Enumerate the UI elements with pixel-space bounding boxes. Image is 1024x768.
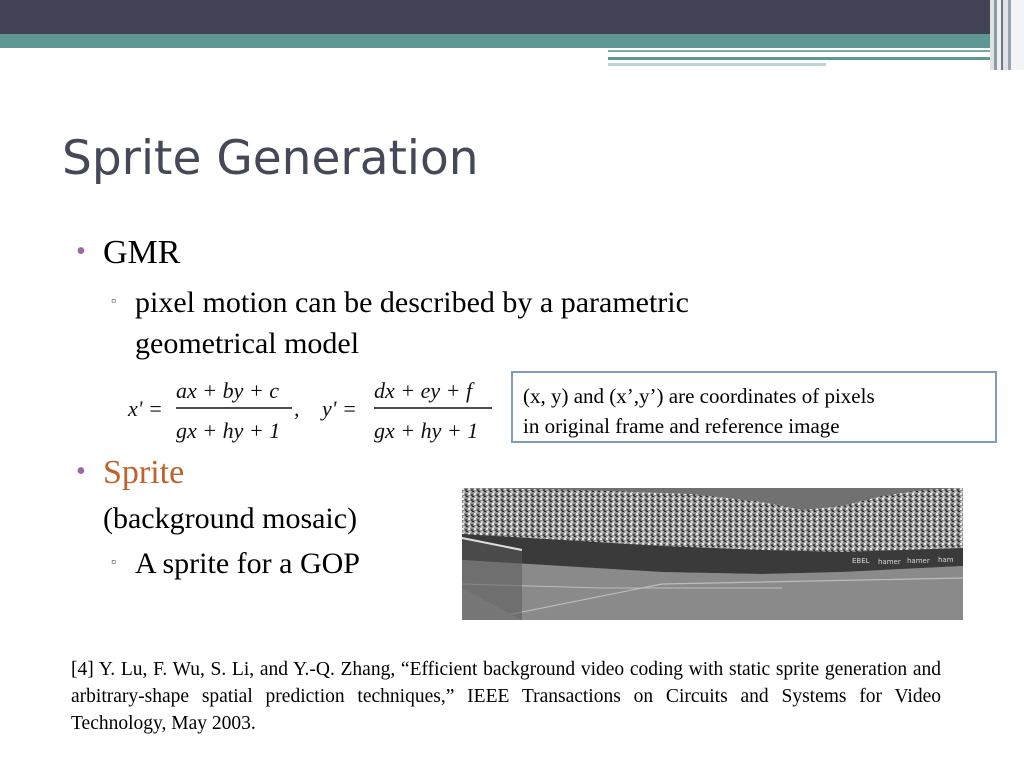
header-bar: [0, 0, 1024, 34]
callout-line-2: in original frame and reference image: [523, 414, 840, 438]
bullet-sprite-line-2: (background mosaic): [103, 502, 358, 535]
bullet-marker: •: [76, 456, 86, 487]
sprite-mosaic-image: [462, 488, 963, 620]
header-accent-band: [0, 34, 1024, 48]
callout-line-1: (x, y) and (x’,y’) are coordinates of pixels: [523, 384, 875, 408]
header-accent-line-2: [608, 57, 998, 60]
header-accent-line-3: [608, 63, 826, 66]
svg-text:hamer: hamer: [907, 557, 930, 565]
sub-bullet-line-2: geometrical model: [135, 327, 360, 360]
eq-lhs-y: y' =: [322, 396, 357, 421]
eq-numerator-1: ax + by + c: [176, 378, 279, 403]
bullet-marker: •: [76, 236, 86, 267]
gmr-equation: [124, 370, 499, 450]
eq-comma: ,: [294, 396, 300, 421]
svg-text:EBEL: EBEL: [852, 557, 870, 565]
sub-bullet-marker: ▫: [111, 555, 116, 570]
bullet-gmr: GMR: [103, 234, 181, 271]
eq-numerator-2: dx + ey + f: [374, 378, 473, 403]
sub-bullet-gmr-text: [135, 282, 689, 364]
sub-bullet-marker: ▫: [111, 294, 116, 309]
slide-title: Sprite Generation: [62, 131, 479, 186]
header-accent-line: [608, 50, 992, 52]
sub-bullet-line-1: pixel motion can be described by a parametric: [135, 286, 689, 319]
eq-denominator-2: gx + hy + 1: [374, 418, 479, 443]
sub-bullet-sprite-text: A sprite for a GOP: [135, 547, 360, 580]
eq-denominator-1: gx + hy + 1: [176, 418, 281, 443]
reference-citation: [4] Y. Lu, F. Wu, S. Li, and Y.-Q. Zhang, “Efficient background video coding with static sprite generation and arbitrary-shape spatial prediction techniques,” IEEE Transactions on Circuits and Systems for Video Technology, May 2003.: [71, 659, 941, 734]
header-stripes: [990, 0, 1024, 70]
svg-text:hamer: hamer: [878, 558, 901, 566]
svg-text:ham: ham: [938, 556, 954, 564]
eq-lhs-x: x' =: [128, 396, 163, 421]
bullet-sprite: Sprite: [103, 454, 185, 491]
coordinates-callout: [511, 371, 997, 443]
